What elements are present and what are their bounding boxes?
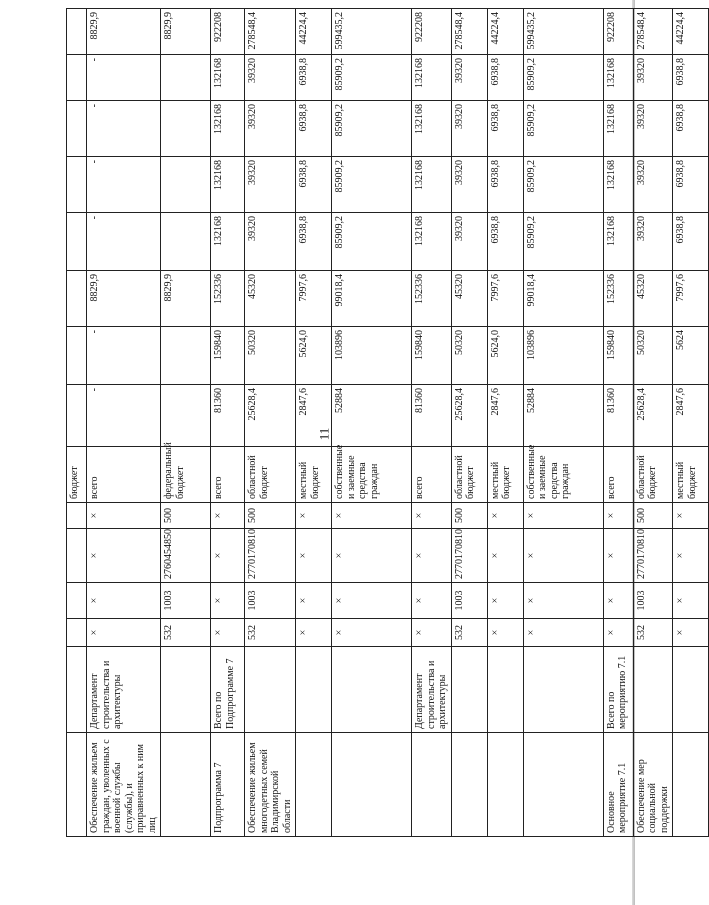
cell-year-3: 152336: [412, 271, 452, 327]
cell-expense-type: 500: [245, 503, 296, 529]
cell-year-5: 85909,2: [523, 157, 603, 213]
cell-funding-source: собственные и заемные средства граждан: [332, 447, 412, 503]
cell-expense-type: ×: [296, 503, 332, 529]
cell-grbs-code: ×: [603, 619, 633, 647]
cell-executor: [296, 647, 332, 733]
cell-year-4: 85909,2: [332, 213, 412, 271]
cell-year-2: [67, 327, 87, 385]
cell-year-4: 39320: [633, 213, 673, 271]
cell-year-7: 6938,8: [673, 55, 709, 101]
cell-measure-name: [67, 733, 87, 837]
cell-year-5: [67, 157, 87, 213]
cell-executor: [633, 647, 673, 733]
table-row: [211, 9, 245, 837]
cell-year-5: 132168: [211, 157, 245, 213]
cell-funding-source: собственные и заемные средства граждан: [523, 447, 603, 503]
cell-executor: [332, 647, 412, 733]
cell-grbs-code: 532: [451, 619, 487, 647]
cell-year-1: 2847,6: [487, 385, 523, 447]
cell-grbs-code: ×: [332, 619, 412, 647]
cell-total: 599435,2: [332, 9, 412, 55]
cell-year-1: -: [87, 385, 161, 447]
cell-year-6: 132168: [412, 101, 452, 157]
cell-year-2: 159840: [211, 327, 245, 385]
cell-year-3: 45320: [245, 271, 296, 327]
cell-total: 922208: [603, 9, 633, 55]
cell-year-3: 152336: [211, 271, 245, 327]
cell-measure-name: [332, 733, 412, 837]
cell-year-3: 8829,9: [87, 271, 161, 327]
cell-executor: Всего по Подпрограмме 7: [211, 647, 245, 733]
cell-year-2: 103896: [332, 327, 412, 385]
cell-year-6: 6938,8: [673, 101, 709, 157]
cell-year-7: 85909,2: [523, 55, 603, 101]
cell-year-2: [161, 327, 211, 385]
cell-target-article: ×: [332, 529, 412, 583]
cell-year-7: [161, 55, 211, 101]
cell-year-7: 39320: [451, 55, 487, 101]
cell-funding-source: областной бюджет: [633, 447, 673, 503]
cell-year-3: 99018,4: [332, 271, 412, 327]
cell-year-2: 159840: [412, 327, 452, 385]
cell-section-code: 1003: [161, 583, 211, 619]
cell-executor: [523, 647, 603, 733]
cell-year-1: [161, 385, 211, 447]
cell-year-3: 152336: [603, 271, 633, 327]
budget-table: [66, 8, 709, 837]
cell-funding-source: областной бюджет: [245, 447, 296, 503]
cell-year-5: 6938,8: [487, 157, 523, 213]
cell-year-7: 39320: [245, 55, 296, 101]
cell-section-code: ×: [296, 583, 332, 619]
table-row: [523, 9, 603, 837]
cell-year-6: 85909,2: [523, 101, 603, 157]
cell-funding-source: всего: [87, 447, 161, 503]
table-row: [673, 9, 709, 837]
cell-section-code: ×: [487, 583, 523, 619]
cell-year-2: 50320: [451, 327, 487, 385]
cell-year-4: 39320: [451, 213, 487, 271]
cell-measure-name: [673, 733, 709, 837]
cell-year-4: 6938,8: [296, 213, 332, 271]
table-row: [245, 9, 296, 837]
cell-expense-type: ×: [211, 503, 245, 529]
cell-grbs-code: ×: [523, 619, 603, 647]
cell-year-4: [161, 213, 211, 271]
cell-executor: [487, 647, 523, 733]
cell-total: 44224,4: [673, 9, 709, 55]
cell-year-3: 8829,9: [161, 271, 211, 327]
cell-year-1: 25628,4: [451, 385, 487, 447]
cell-measure-name: [296, 733, 332, 837]
cell-section-code: 1003: [245, 583, 296, 619]
cell-total: 922208: [412, 9, 452, 55]
cell-year-6: 39320: [451, 101, 487, 157]
cell-section-code: ×: [523, 583, 603, 619]
cell-target-article: ×: [487, 529, 523, 583]
cell-executor: [451, 647, 487, 733]
cell-target-article: ×: [296, 529, 332, 583]
cell-grbs-code: 532: [161, 619, 211, 647]
cell-year-4: -: [87, 213, 161, 271]
cell-target-article: 2770170810: [245, 529, 296, 583]
cell-year-5: 39320: [451, 157, 487, 213]
cell-total: 8829,9: [161, 9, 211, 55]
cell-target-article: ×: [412, 529, 452, 583]
cell-section-code: [67, 583, 87, 619]
cell-total: 44224,4: [296, 9, 332, 55]
cell-measure-name: [487, 733, 523, 837]
cell-year-2: 5624,0: [296, 327, 332, 385]
cell-year-1: 52884: [332, 385, 412, 447]
cell-year-4: 6938,8: [673, 213, 709, 271]
cell-year-7: 6938,8: [296, 55, 332, 101]
cell-year-2: 50320: [245, 327, 296, 385]
cell-year-5: 39320: [633, 157, 673, 213]
cell-target-article: 2770170810: [451, 529, 487, 583]
cell-section-code: ×: [412, 583, 452, 619]
cell-year-5: -: [87, 157, 161, 213]
cell-year-3: 7997,6: [487, 271, 523, 327]
cell-year-3: 45320: [451, 271, 487, 327]
cell-section-code: ×: [332, 583, 412, 619]
cell-total: 44224,4: [487, 9, 523, 55]
cell-section-code: ×: [673, 583, 709, 619]
cell-year-6: 132168: [211, 101, 245, 157]
table-row: [412, 9, 452, 837]
cell-year-6: -: [87, 101, 161, 157]
cell-executor: [245, 647, 296, 733]
cell-target-article: ×: [523, 529, 603, 583]
cell-year-7: 85909,2: [332, 55, 412, 101]
cell-year-1: 2847,6: [673, 385, 709, 447]
cell-year-6: 6938,8: [487, 101, 523, 157]
cell-executor: Департамент строительства и архитектуры: [412, 647, 452, 733]
cell-funding-source: местный бюджет: [487, 447, 523, 503]
cell-funding-source: местный бюджет: [296, 447, 332, 503]
cell-measure-name: Обеспечение жильем многодетных семей Владимирской области: [245, 733, 296, 837]
table-row: [603, 9, 633, 837]
cell-funding-source: всего: [211, 447, 245, 503]
cell-measure-name: [161, 733, 211, 837]
cell-year-1: 25628,4: [245, 385, 296, 447]
cell-funding-source: всего: [412, 447, 452, 503]
table-row: [67, 9, 87, 837]
cell-year-6: 132168: [603, 101, 633, 157]
cell-funding-source: всего: [603, 447, 633, 503]
table-row: [332, 9, 412, 837]
cell-year-2: 50320: [633, 327, 673, 385]
table-row: [87, 9, 161, 837]
cell-grbs-code: 532: [633, 619, 673, 647]
cell-grbs-code: [67, 619, 87, 647]
cell-target-article: 2760454850: [161, 529, 211, 583]
cell-year-7: [67, 55, 87, 101]
cell-year-7: 132168: [412, 55, 452, 101]
table-row: [451, 9, 487, 837]
cell-total: 278548,4: [245, 9, 296, 55]
cell-total: [67, 9, 87, 55]
cell-year-5: [161, 157, 211, 213]
cell-year-1: 52884: [523, 385, 603, 447]
cell-target-article: [67, 529, 87, 583]
cell-year-7: 6938,8: [487, 55, 523, 101]
cell-target-article: ×: [673, 529, 709, 583]
cell-year-1: 81360: [603, 385, 633, 447]
cell-year-2: 159840: [603, 327, 633, 385]
cell-target-article: 2770170810: [633, 529, 673, 583]
cell-year-3: 99018,4: [523, 271, 603, 327]
cell-executor: [161, 647, 211, 733]
cell-expense-type: ×: [87, 503, 161, 529]
cell-expense-type: ×: [603, 503, 633, 529]
cell-year-6: 39320: [245, 101, 296, 157]
cell-year-7: 39320: [633, 55, 673, 101]
cell-funding-source: областной бюджет: [451, 447, 487, 503]
cell-total: 922208: [211, 9, 245, 55]
table-row: [161, 9, 211, 837]
cell-expense-type: ×: [673, 503, 709, 529]
table-row: [296, 9, 332, 837]
cell-grbs-code: ×: [211, 619, 245, 647]
cell-total: 278548,4: [633, 9, 673, 55]
cell-funding-source: федеральный бюджет: [161, 447, 211, 503]
cell-expense-type: 500: [451, 503, 487, 529]
cell-measure-name: Обеспечение жильем граждан, уволенных с военной службы (службы), и приравненных к ним лиц: [87, 733, 161, 837]
cell-year-3: 7997,6: [673, 271, 709, 327]
cell-year-4: 6938,8: [487, 213, 523, 271]
cell-grbs-code: 532: [245, 619, 296, 647]
cell-year-2: 103896: [523, 327, 603, 385]
cell-year-5: 6938,8: [296, 157, 332, 213]
cell-year-4: [67, 213, 87, 271]
cell-funding-source: бюджет: [67, 447, 87, 503]
cell-measure-name: [523, 733, 603, 837]
cell-target-article: ×: [603, 529, 633, 583]
cell-grbs-code: ×: [487, 619, 523, 647]
cell-year-4: 39320: [245, 213, 296, 271]
cell-year-7: 132168: [603, 55, 633, 101]
cell-year-1: 25628,4: [633, 385, 673, 447]
cell-executor: Всего по мероприятию 7.1: [603, 647, 633, 733]
cell-year-3: 7997,6: [296, 271, 332, 327]
cell-year-5: 39320: [245, 157, 296, 213]
cell-measure-name: Обеспечение мер социальной поддержки: [633, 733, 673, 837]
cell-year-6: 39320: [633, 101, 673, 157]
cell-year-5: 6938,8: [673, 157, 709, 213]
cell-expense-type: ×: [412, 503, 452, 529]
cell-target-article: ×: [87, 529, 161, 583]
cell-year-5: 132168: [412, 157, 452, 213]
cell-target-article: ×: [211, 529, 245, 583]
cell-year-4: 85909,2: [523, 213, 603, 271]
cell-year-3: [67, 271, 87, 327]
cell-expense-type: ×: [523, 503, 603, 529]
cell-measure-name: Подпрограмма 7: [211, 733, 245, 837]
cell-year-7: -: [87, 55, 161, 101]
cell-measure-name: [451, 733, 487, 837]
cell-executor: Департамент строительства и архитектуры: [87, 647, 161, 733]
cell-year-4: 132168: [211, 213, 245, 271]
cell-year-4: 132168: [603, 213, 633, 271]
cell-executor: [67, 647, 87, 733]
page-number: 11: [316, 427, 332, 441]
cell-year-2: -: [87, 327, 161, 385]
cell-year-2: 5624: [673, 327, 709, 385]
cell-total: 599435,2: [523, 9, 603, 55]
cell-year-7: 132168: [211, 55, 245, 101]
cell-year-6: 6938,8: [296, 101, 332, 157]
cell-year-1: 2847,6: [296, 385, 332, 447]
cell-executor: [673, 647, 709, 733]
cell-section-code: 1003: [633, 583, 673, 619]
cell-measure-name: [412, 733, 452, 837]
cell-expense-type: ×: [487, 503, 523, 529]
cell-year-4: 132168: [412, 213, 452, 271]
cell-section-code: ×: [603, 583, 633, 619]
cell-section-code: 1003: [451, 583, 487, 619]
cell-section-code: ×: [87, 583, 161, 619]
cell-expense-type: 500: [161, 503, 211, 529]
cell-expense-type: [67, 503, 87, 529]
cell-expense-type: 500: [633, 503, 673, 529]
cell-year-5: 132168: [603, 157, 633, 213]
cell-year-3: 45320: [633, 271, 673, 327]
cell-grbs-code: ×: [87, 619, 161, 647]
cell-grbs-code: ×: [412, 619, 452, 647]
cell-year-6: [161, 101, 211, 157]
cell-year-1: [67, 385, 87, 447]
table-row: [487, 9, 523, 837]
rotated-table-wrapper: [66, 9, 698, 837]
cell-grbs-code: ×: [673, 619, 709, 647]
cell-year-1: 81360: [211, 385, 245, 447]
cell-measure-name: Основное мероприятие 7.1: [603, 733, 633, 837]
cell-year-1: 81360: [412, 385, 452, 447]
cell-expense-type: ×: [332, 503, 412, 529]
cell-total: 278548,4: [451, 9, 487, 55]
table-row: [633, 9, 673, 837]
cell-year-2: 5624,0: [487, 327, 523, 385]
cell-year-6: 85909,2: [332, 101, 412, 157]
cell-year-6: [67, 101, 87, 157]
cell-total: 8829,9: [87, 9, 161, 55]
cell-grbs-code: ×: [296, 619, 332, 647]
cell-year-5: 85909,2: [332, 157, 412, 213]
cell-section-code: ×: [211, 583, 245, 619]
cell-funding-source: местный бюджет: [673, 447, 709, 503]
